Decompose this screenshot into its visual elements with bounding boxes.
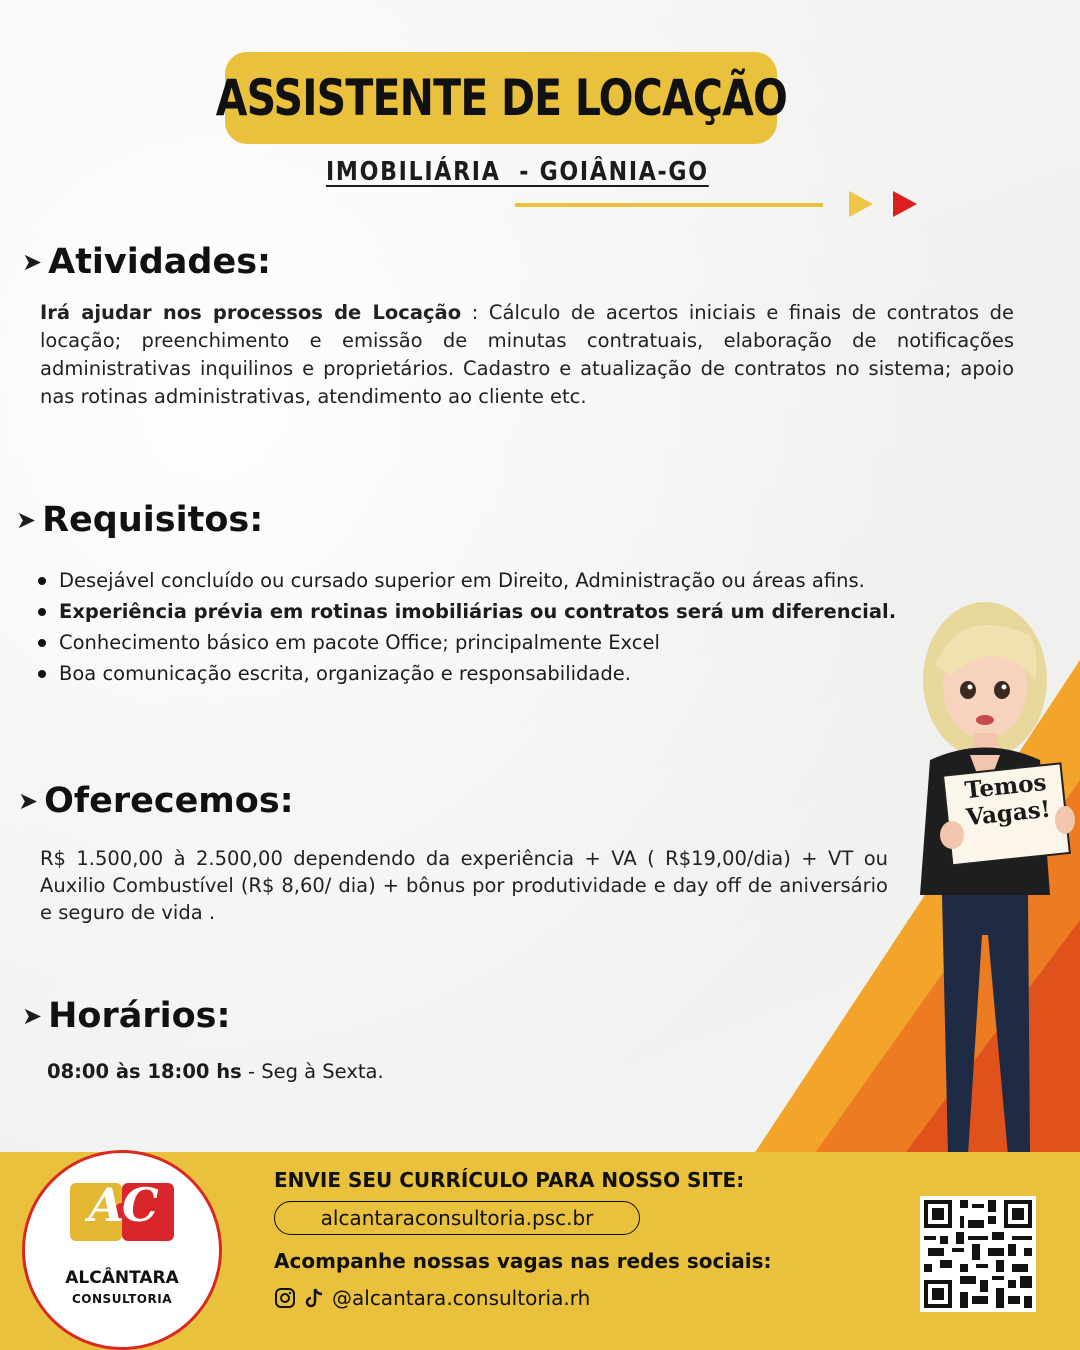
section-oferecemos-heading	[18, 781, 294, 821]
page-subtitle: IMOBILIÁRIA - GOIÂNIA-GO	[326, 157, 709, 187]
bullet-dot-icon	[38, 608, 46, 616]
section-title: Requisitos:	[42, 500, 264, 540]
list-item	[38, 627, 896, 658]
arrow-bullet-icon: ➤	[22, 248, 43, 276]
logo-name: ALCÂNTARA	[65, 1268, 179, 1288]
cta-heading: ENVIE SEU CURRÍCULO PARA NOSSO SITE:	[274, 1168, 745, 1192]
list-item-text: Conhecimento básico em pacote Office; principalmente Excel	[59, 631, 660, 654]
section-requisitos-heading	[16, 500, 263, 540]
arrow-bullet-icon: ➤	[22, 1002, 43, 1030]
list-item-text: Desejável concluído ou cursado superior em Direito, Administração ou áreas afins.	[59, 569, 865, 592]
atividades-body: : Cálculo de acertos iniciais e finais de contratos de locação; preenchimento e emissão de minutas contratuais, elaboração de notificações administrativas inquilinos e proprietários. Cadastro e atualização de contratos no sistema; apoio nas rotinas administrativas, atendimento ao cliente etc.	[40, 301, 1014, 408]
bullet-dot-icon	[38, 577, 46, 585]
section-title: Horários:	[48, 996, 231, 1036]
tiktok-icon[interactable]	[304, 1287, 324, 1309]
sign-line-1: Temos	[963, 768, 1048, 805]
play-arrow-yellow-icon	[849, 191, 873, 217]
horarios-time: 08:00 às 18:00 hs	[47, 1060, 242, 1083]
atividades-lead: Irá ajudar nos processos de Locação	[40, 301, 462, 324]
arrow-bullet-icon: ➤	[16, 506, 37, 534]
logo-letters: AC	[88, 1178, 157, 1232]
social-handle: @alcantara.consultoria.rh	[332, 1286, 591, 1310]
list-item-text: Boa comunicação escrita, organização e responsabilidade.	[59, 662, 631, 685]
social-heading: Acompanhe nossas vagas nas redes sociais:	[274, 1249, 772, 1273]
horarios-text	[47, 1060, 384, 1083]
instagram-icon[interactable]	[274, 1287, 296, 1309]
arrow-bullet-icon: ➤	[18, 787, 39, 815]
bullet-dot-icon	[38, 639, 46, 647]
website-link[interactable]: alcantaraconsultoria.psc.br	[274, 1201, 640, 1235]
horarios-days: - Seg à Sexta.	[241, 1060, 384, 1083]
title-banner	[215, 52, 787, 144]
section-horarios-heading	[22, 996, 230, 1036]
social-handle-row[interactable]	[274, 1286, 590, 1310]
page-title: ASSISTENTE DE LOCAÇÃO	[215, 69, 787, 127]
qr-code[interactable]	[920, 1196, 1036, 1312]
character-illustration	[890, 595, 1080, 1180]
list-item-text: Experiência prévia em rotinas imobiliárias ou contratos será um diferencial.	[59, 600, 897, 623]
list-item	[38, 658, 896, 689]
oferecemos-text: R$ 1.500,00 à 2.500,00 dependendo da experiência + VA ( R$19,00/dia) + VT ou Auxilio Combustível (R$ 8,60/ dia) + bônus por produtividade e day off de aniversário e seguro de vida .	[40, 847, 888, 924]
list-item	[38, 565, 896, 596]
subtitle-underline-bar	[515, 203, 823, 207]
sign-line-2: Vagas!	[964, 795, 1052, 832]
section-title: Oferecemos:	[44, 781, 294, 821]
requisitos-list	[38, 565, 896, 689]
bullet-dot-icon	[38, 670, 46, 678]
list-item	[38, 596, 896, 627]
section-atividades-heading	[22, 242, 271, 282]
logo-subtitle: CONSULTORIA	[72, 1292, 172, 1306]
section-title: Atividades:	[48, 242, 272, 282]
play-arrow-red-icon	[893, 191, 917, 217]
atividades-text	[40, 299, 1014, 411]
